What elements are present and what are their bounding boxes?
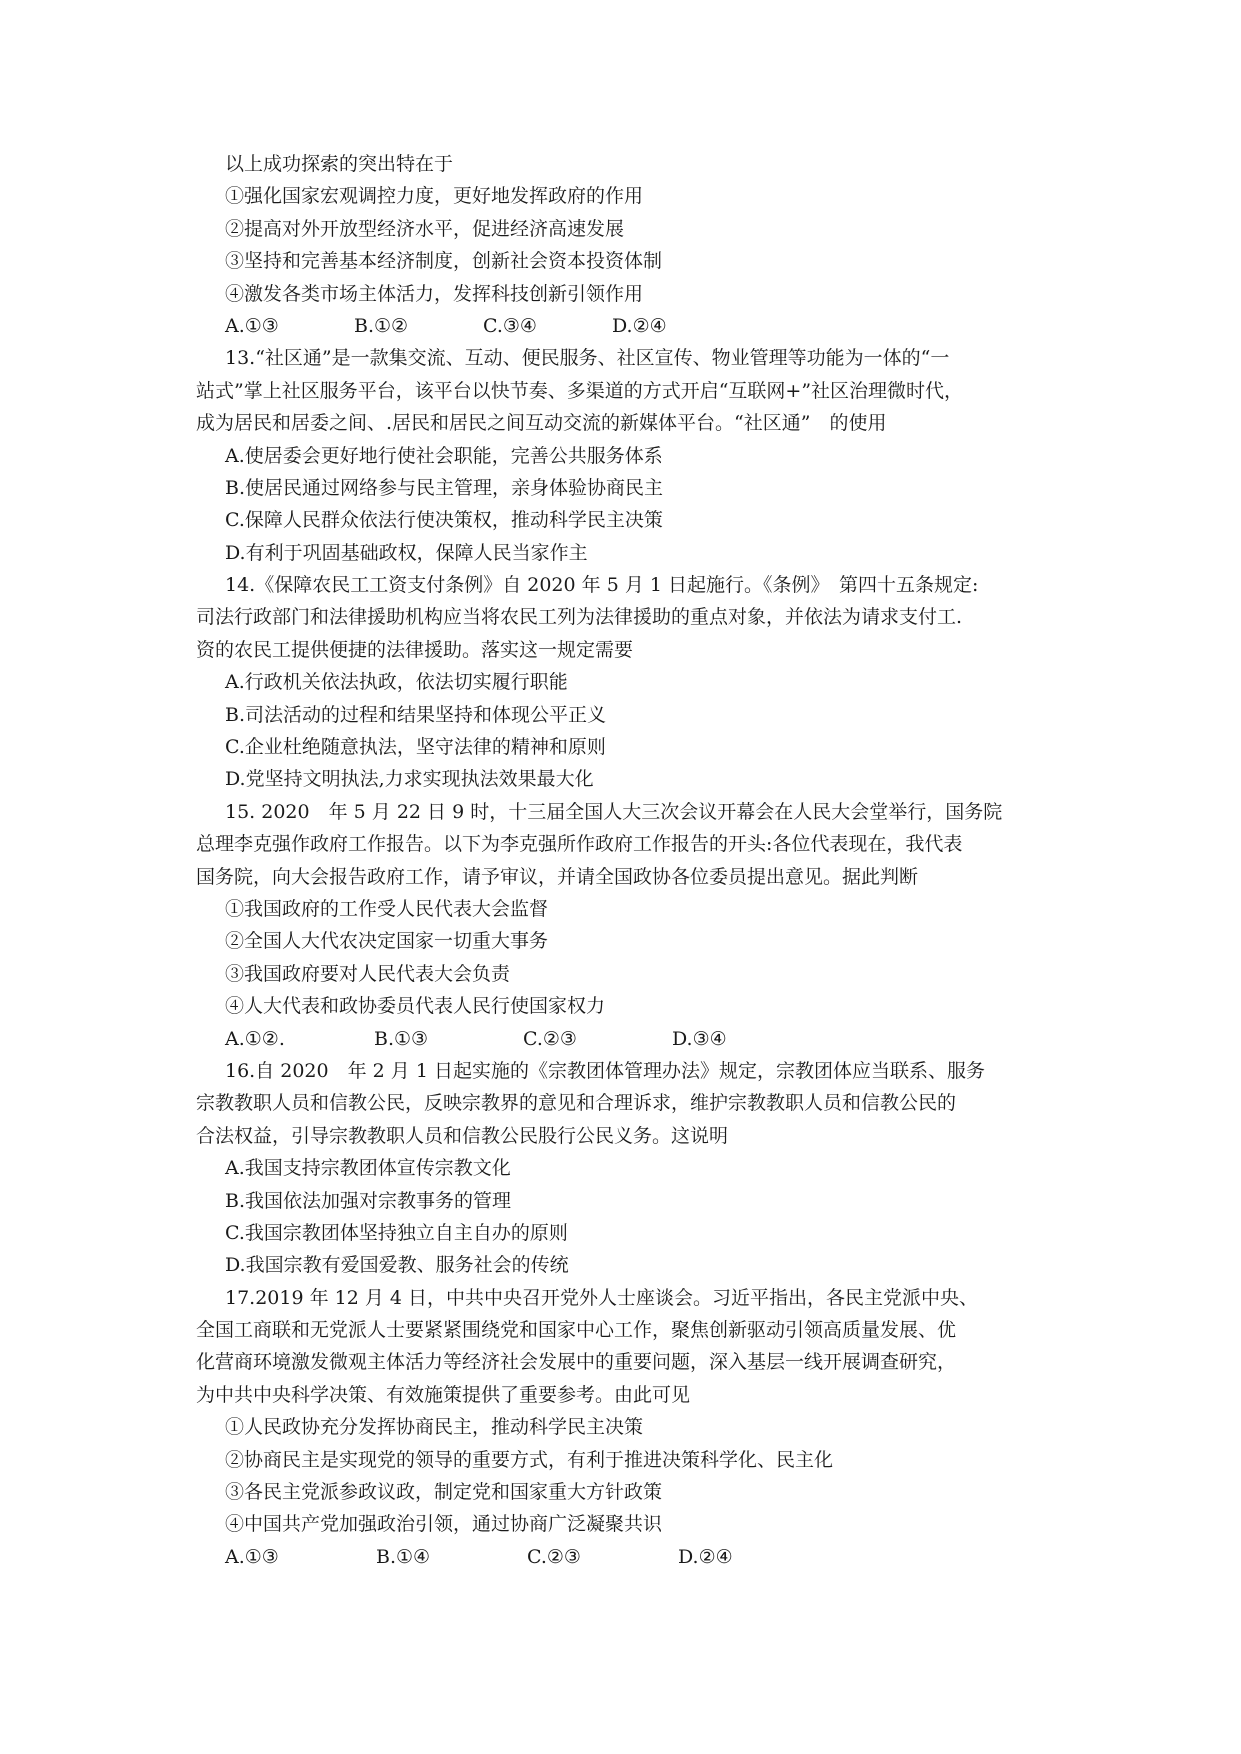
option-line: ①我国政府的工作受人民代表大会监督 xyxy=(225,897,549,920)
option-line: B.我国依法加强对宗教事务的管理 xyxy=(225,1189,512,1212)
option-line: C.企业杜绝随意执法，坚守法律的精神和原则 xyxy=(225,736,606,759)
option-line: ①强化国家宏观调控力度，更好地发挥政府的作用 xyxy=(225,185,644,208)
question-stem-line: 化营商环境激发微观主体活力等经济社会发展中的重要问题，深入基层一线开展调查研究， xyxy=(196,1351,957,1374)
question-stem-line: 宗教教职人员和信教公民，反映宗教界的意见和合理诉求，维护宗教教职人员和信教公民的 xyxy=(196,1092,957,1115)
option-line: ③各民主党派参政议政，制定党和国家重大方针政策 xyxy=(225,1481,663,1504)
option-line: A.行政机关依法执政，依法切实履行职能 xyxy=(225,671,568,694)
option-line: ②提高对外开放型经济水平，促进经济高速发展 xyxy=(225,217,625,240)
choice-c: C.②③ xyxy=(527,1545,581,1568)
answer-choices xyxy=(196,1023,1066,1055)
option-line: A.我国支持宗教团体宣传宗教文化 xyxy=(225,1157,511,1180)
option-line: ④中国共产党加强政治引领，通过协商广泛凝聚共识 xyxy=(225,1513,663,1536)
option-line: A.使居委会更好地行使社会职能，完善公共服务体系 xyxy=(225,444,663,467)
question-stem-line: 17.2019 年 12 月 4 日，中共中央召开党外人士座谈会。习近平指出，各民主党派中央、 xyxy=(225,1286,979,1309)
question-stem-line: 成为居民和居委之间、.居民和居民之间互动交流的新媒体平台。“社区通” 的使用 xyxy=(196,412,887,435)
question-stem-line: 资的农民工提供便捷的法律援助。落实这一规定需要 xyxy=(196,638,634,661)
question-stem-line: 总理李克强作政府工作报告。以下为李克强所作政府工作报告的开头:各位代表现在，我代表 xyxy=(196,833,963,856)
answer-choices xyxy=(196,310,1066,342)
choice-c: C.②③ xyxy=(523,1027,577,1050)
option-line: C.我国宗教团体坚持独立自主自办的原则 xyxy=(225,1221,568,1244)
option-line: B.使居民通过网络参与民主管理，亲身体验协商民主 xyxy=(225,476,664,499)
answer-choices xyxy=(196,1541,1066,1573)
question-14 xyxy=(196,569,1066,796)
question-stem-line: 全国工商联和无党派人士要紧紧围绕党和国家中心工作，聚焦创新驱动引领高质量发展、优 xyxy=(196,1319,957,1342)
option-line: B.司法活动的过程和结果坚持和体现公平正义 xyxy=(225,703,607,726)
question-13 xyxy=(196,342,1066,569)
choice-d: D.②④ xyxy=(612,314,667,337)
question-stem-line: 13.“社区通”是一款集交流、互动、便民服务、社区宣传、物业管理等功能为一体的“一 xyxy=(225,347,950,370)
question-stem-line: 站式”掌上社区服务平台，该平台以快节奏、多渠道的方式开启“互联网+”社区治理微时代， xyxy=(196,379,964,402)
question-12-continuation xyxy=(196,148,1066,342)
option-line: D.党坚持文明执法,力求实现执法效果最大化 xyxy=(225,768,594,791)
question-stem-line: 为中共中央科学决策、有效施策提供了重要参考。由此可见 xyxy=(196,1383,691,1406)
option-line: ②全国人大代农决定国家一切重大事务 xyxy=(225,930,549,953)
option-line: D.我国宗教有爱国爱教、服务社会的传统 xyxy=(225,1254,569,1277)
exam-page xyxy=(196,148,1066,1573)
question-stem-line: 16.自 2020 年 2 月 1 日起实施的《宗教团体管理办法》规定，宗教团体应当联系、服务 xyxy=(225,1059,985,1082)
question-16 xyxy=(196,1055,1066,1282)
choice-c: C.③④ xyxy=(483,314,537,337)
option-line: C.保障人民群众依法行使决策权，推动科学民主决策 xyxy=(225,509,663,532)
option-line: ④人大代表和政协委员代表人民行使国家权力 xyxy=(225,995,606,1018)
option-line: ④激发各类市场主体活力，发挥科技创新引领作用 xyxy=(225,282,644,305)
question-stem-line: 国务院，向大会报告政府工作，请予审议，并请全国政协各位委员提出意见。据此判断 xyxy=(196,865,919,888)
question-stem: 以上成功探索的突出特在于 xyxy=(225,153,454,175)
option-line: ③我国政府要对人民代表大会负责 xyxy=(225,962,511,985)
option-line: D.有利于巩固基础政权，保障人民当家作主 xyxy=(225,541,588,564)
choice-b: B.①② xyxy=(354,314,409,337)
question-stem-line: 合法权益，引导宗教教职人员和信教公民股行公民义务。这说明 xyxy=(196,1124,729,1147)
question-15 xyxy=(196,796,1066,1055)
choice-b: B.①③ xyxy=(374,1027,429,1050)
question-stem-line: 14.《保障农民工工资支付条例》自 2020 年 5 月 1 日起施行。《条例》 第四十五条规定: xyxy=(225,574,979,597)
choice-a: A.①③ xyxy=(225,1545,279,1568)
question-stem-line: 15. 2020 年 5 月 22 日 9 时，十三届全国人大三次会议开幕会在人民大会堂举行，国务院 xyxy=(225,800,1003,823)
question-stem-line: 司法行政部门和法律援助机构应当将农民工列为法律援助的重点对象，并依法为请求支付工. xyxy=(196,606,963,629)
choice-b: B.①④ xyxy=(376,1545,431,1568)
option-line: ②协商民主是实现党的领导的重要方式，有利于推进决策科学化、民主化 xyxy=(225,1448,834,1471)
choice-d: D.③④ xyxy=(672,1027,727,1050)
option-line: ①人民政协充分发挥协商民主，推动科学民主决策 xyxy=(225,1416,644,1439)
question-17 xyxy=(196,1282,1066,1574)
choice-d: D.②④ xyxy=(678,1545,733,1568)
choice-a: A.①③ xyxy=(225,314,279,337)
option-line: ③坚持和完善基本经济制度，创新社会资本投资体制 xyxy=(225,250,663,273)
choice-a: A.①②. xyxy=(225,1027,285,1050)
